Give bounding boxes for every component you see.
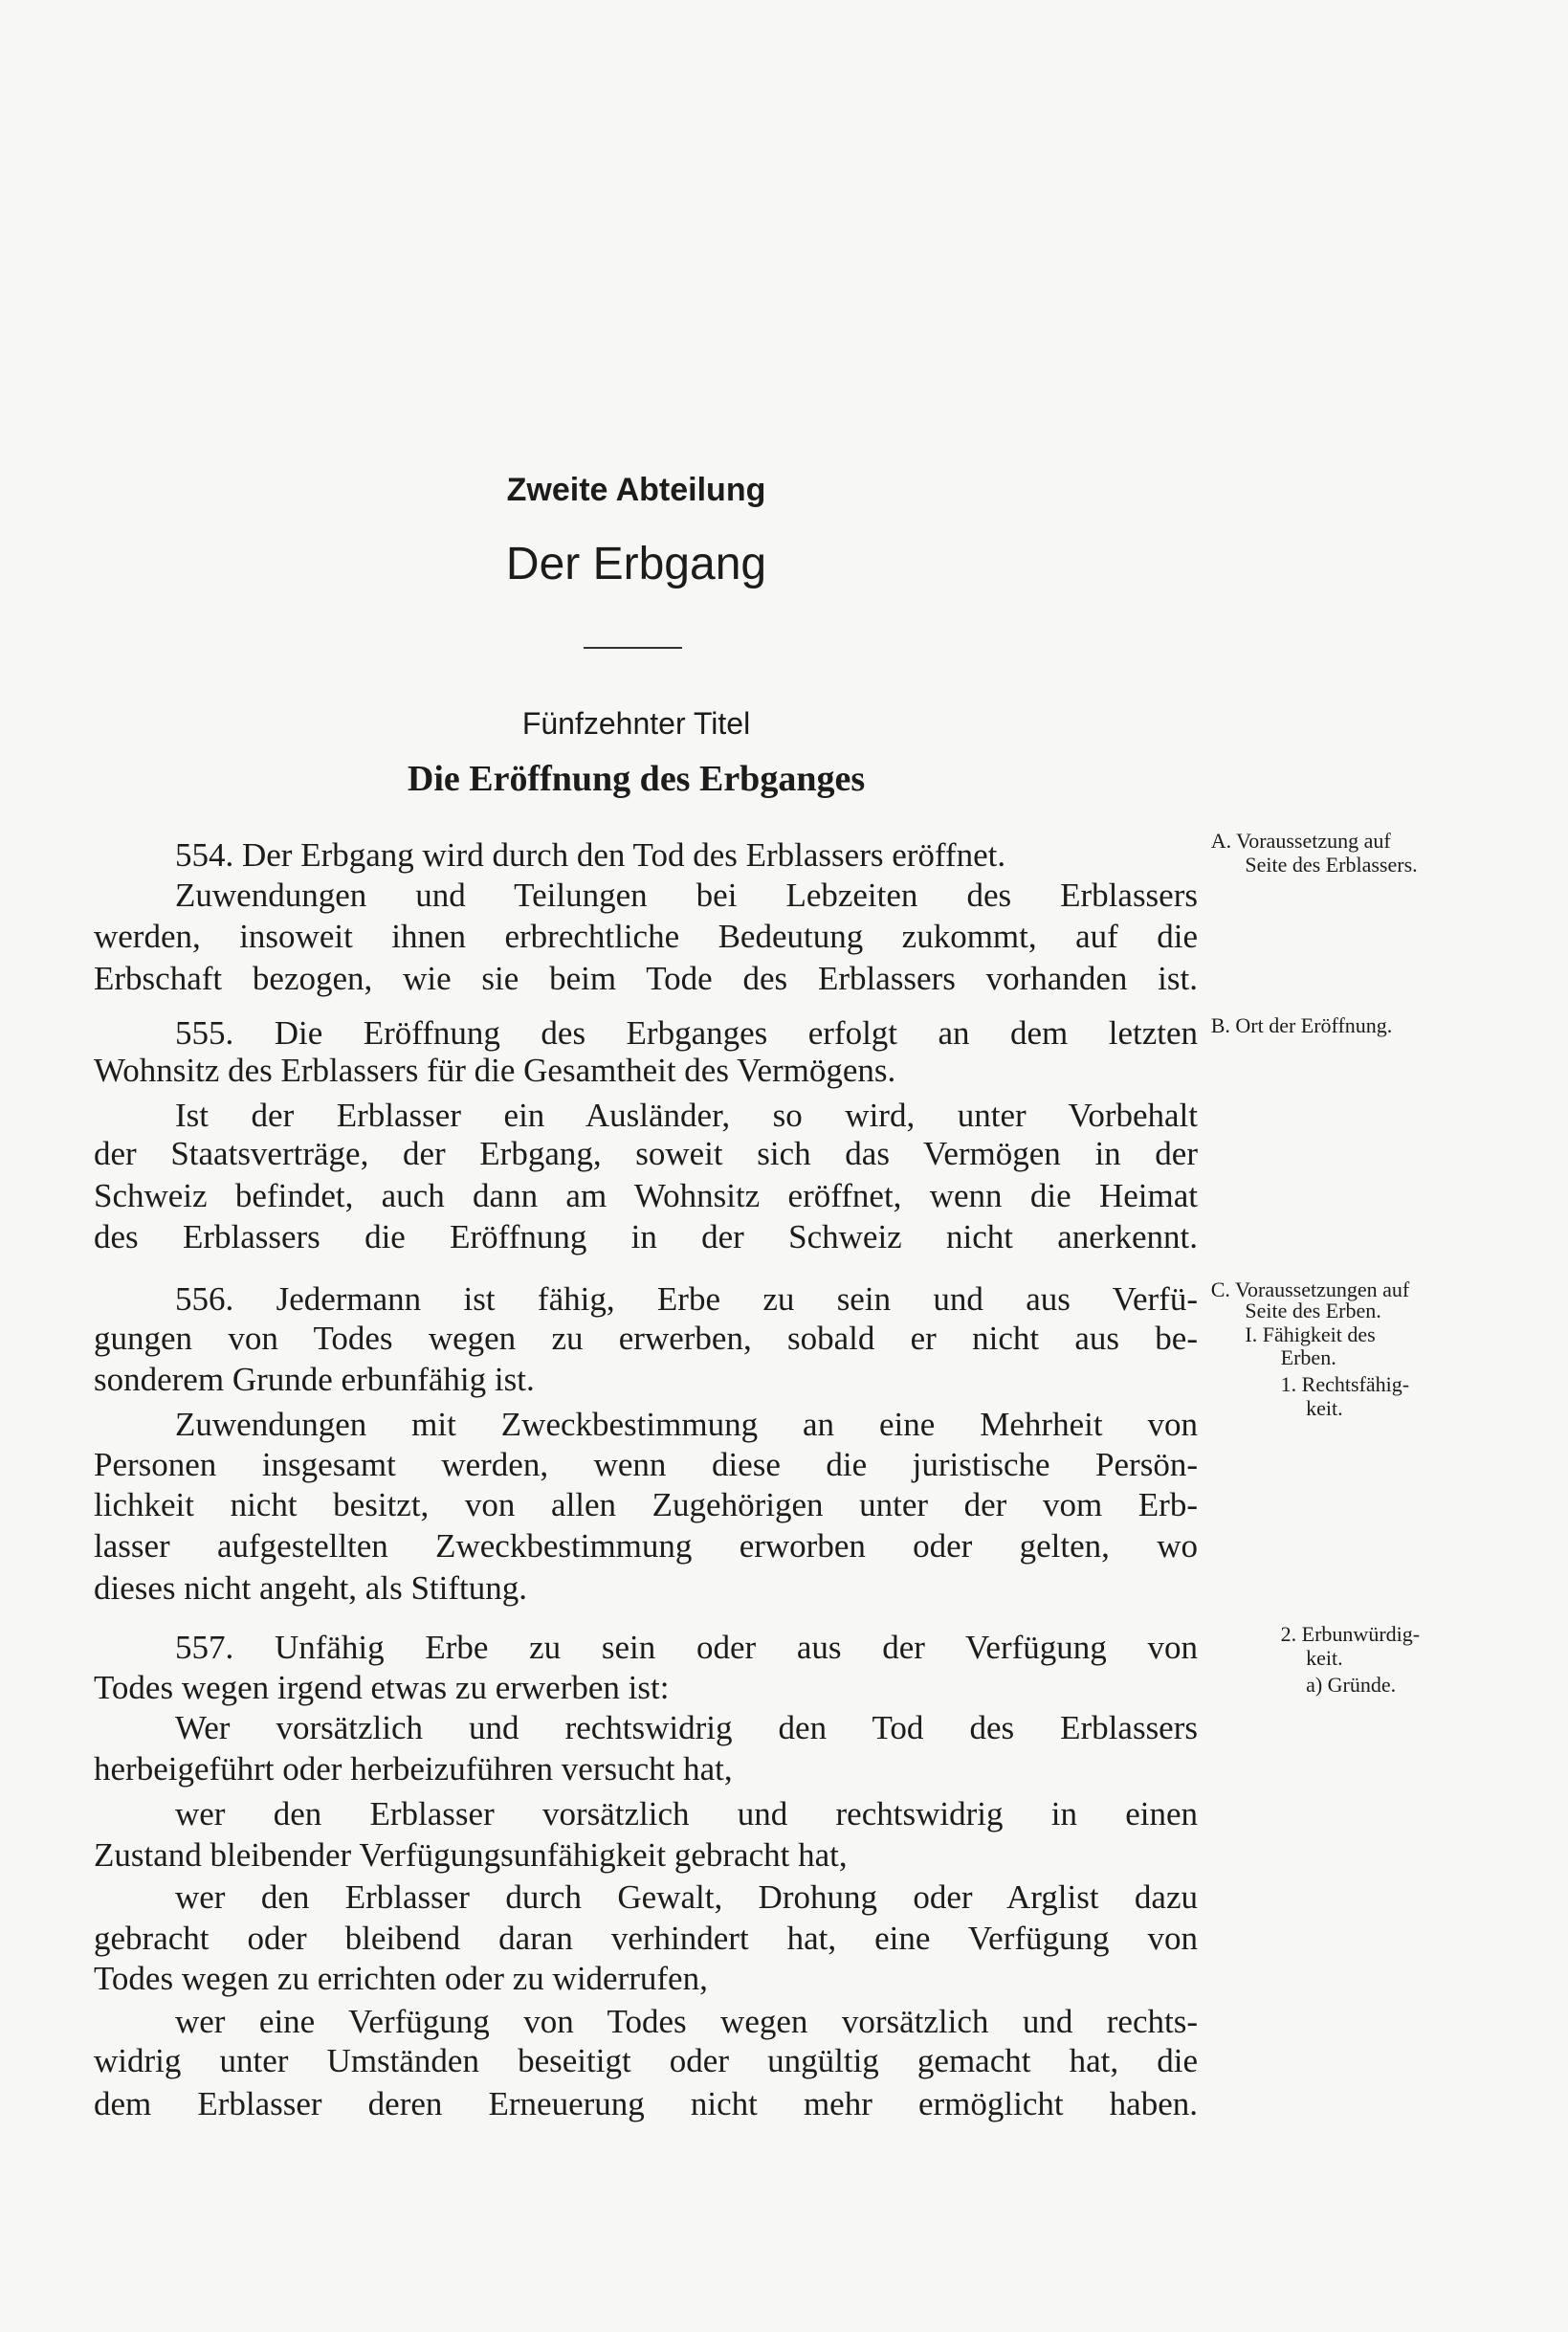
margin-note: a) Gründe. <box>1306 1673 1397 1698</box>
margin-note: 1. Rechtsfähig- <box>1280 1372 1410 1397</box>
body-line: Wer vorsätzlich und rechtswidrig den Tod des Erblassers <box>175 1708 1198 1746</box>
margin-note: Seite des Erblassers. <box>1245 852 1418 877</box>
body-line: Personen insgesamt werden, wenn diese die juristische Persön- <box>94 1445 1198 1483</box>
body-line: gebracht oder bleibend daran verhindert hat, eine Verfügung von <box>94 1920 1198 1958</box>
article-line: 556. Jedermann ist fähig, Erbe zu sein und aus Verfü- <box>175 1280 1198 1319</box>
body-line: herbeigeführt oder herbeizuführen versucht hat, <box>94 1750 733 1788</box>
article-line: 555. Die Eröffnung des Erbganges erfolgt an dem letzten <box>175 1014 1198 1053</box>
body-line: dieses nicht angeht, als Stiftung. <box>94 1568 527 1607</box>
body-line: werden, insoweit ihnen erbrechtliche Bedeutung zukommt, auf die <box>94 918 1198 956</box>
divider <box>584 647 682 649</box>
body-line: gungen von Todes wegen zu erwerben, sobald er nicht aus be- <box>94 1319 1198 1357</box>
body-line: lichkeit nicht besitzt, von allen Zugehörigen unter der vom Erb- <box>94 1485 1198 1523</box>
margin-note: Erben. <box>1280 1345 1336 1370</box>
body-line: Zuwendungen mit Zweckbestimmung an eine Mehrheit von <box>175 1405 1198 1443</box>
body-line: lasser aufgestellten Zweckbestimmung erworben oder gelten, wo <box>94 1527 1198 1566</box>
body-line: wer den Erblasser durch Gewalt, Drohung oder Arglist dazu <box>175 1877 1198 1916</box>
body-line: Zuwendungen und Teilungen bei Lebzeiten des Erblassers <box>175 877 1198 914</box>
body-line: des Erblassers die Eröffnung in der Schweiz nicht anerkennt. <box>94 1218 1198 1256</box>
body-line: sonderem Grunde erbunfähig ist. <box>94 1361 535 1399</box>
article-line: 557. Unfähig Erbe zu sein oder aus der Verfügung von <box>175 1628 1198 1666</box>
margin-note: Seite des Erben. <box>1245 1298 1381 1322</box>
body-line: wer den Erblasser vorsätzlich und rechtswidrig in einen <box>175 1794 1198 1832</box>
margin-note: B. Ort der Eröffnung. <box>1210 1012 1393 1037</box>
body-line: Ist der Erblasser ein Ausländer, so wird, unter Vorbehalt <box>175 1096 1198 1134</box>
division-heading: Zweite Abteilung <box>506 472 766 508</box>
body-line: Zustand bleibender Verfügungsunfähigkeit gebracht hat, <box>94 1836 848 1875</box>
body-line: widrig unter Umständen beseitigt oder ungültig gemacht hat, die <box>94 2041 1198 2079</box>
margin-note: keit. <box>1306 1396 1343 1421</box>
section-heading: Fünfzehnter Titel <box>521 706 751 741</box>
body-line: der Staatsverträge, der Erbgang, soweit sich das Vermögen in der <box>94 1135 1198 1173</box>
margin-note: A. Voraussetzung auf <box>1210 828 1391 853</box>
body-line: Todes wegen zu errichten oder zu widerrufen, <box>94 1960 708 1998</box>
part-title: Der Erbgang <box>505 539 767 589</box>
margin-note: keit. <box>1306 1646 1343 1671</box>
margin-note: C. Voraussetzungen auf <box>1210 1277 1410 1301</box>
body-line: Schweiz befindet, auch dann am Wohnsitz eröffnet, wenn die Heimat <box>94 1176 1198 1214</box>
section-title: Die Eröffnung des Erbganges <box>407 759 866 799</box>
margin-note: I. Fähigkeit des <box>1245 1321 1376 1346</box>
body-line: dem Erblasser deren Erneuerung nicht mehr ermöglicht haben. <box>94 2084 1198 2122</box>
body-line: Todes wegen irgend etwas zu erwerben ist: <box>94 1668 670 1706</box>
body-line: Wohnsitz des Erblassers für die Gesamtheit des Vermögens. <box>94 1052 896 1090</box>
body-line: wer eine Verfügung von Todes wegen vorsätzlich und rechts- <box>175 2003 1198 2041</box>
margin-note: 2. Erbunwürdig- <box>1280 1622 1421 1647</box>
body-line: Erbschaft bezogen, wie sie beim Tode des Erblassers vorhanden ist. <box>94 959 1198 997</box>
article-line: 554. Der Erbgang wird durch den Tod des Erblassers eröffnet. <box>175 836 1006 875</box>
